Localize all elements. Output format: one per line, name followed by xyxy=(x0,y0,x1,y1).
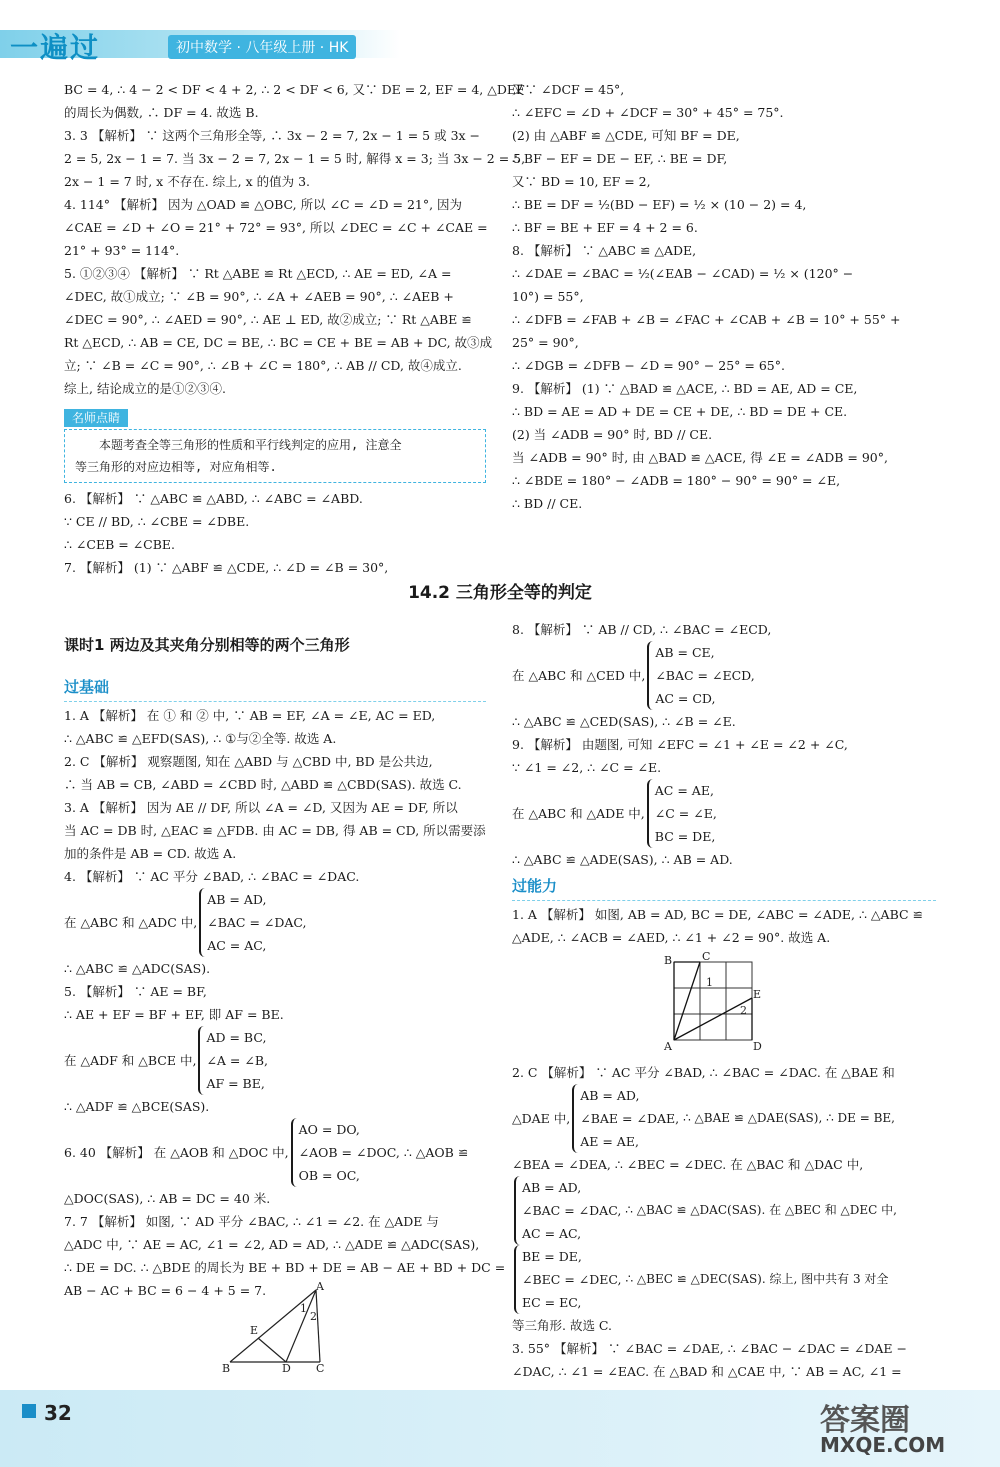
text-line: 5. ①②③④ 【解析】 ∵ Rt △ABE ≌ Rt △ECD, ∴ AE = ED, ∠A = xyxy=(64,266,452,281)
text-line: ∴ BE = DF = ½(BD − EF) = ½ × (10 − 2) = 4, xyxy=(512,197,807,212)
text-line: ∴ △ABC ≌ △CED(SAS), ∴ ∠B = ∠E. xyxy=(512,714,736,729)
brace-system xyxy=(512,641,936,710)
brace-suffix: ∴ △BEC ≌ △DEC(SAS). 综上, 图中共有 3 对全 xyxy=(625,1272,889,1286)
text-line: 的周长为偶数, ∴ DF = 4. 故选 B. xyxy=(64,105,259,120)
label-d: D xyxy=(282,1362,291,1375)
text-line: ∴ 当 AB = CB, ∠ABD = ∠CBD 时, △ABD ≌ △CBD(SAS). 故选 C. xyxy=(64,777,462,792)
text-line: ∴ DE = DC. ∴ △BDE 的周长为 BE + BD + DE = AB − AE + BD + DC = xyxy=(64,1260,506,1275)
text-line: ∠DEC, 故①成立; ∵ ∠B = 90°, ∴ ∠A + ∠AEB = 90°, ∴ ∠AEB + xyxy=(64,289,454,304)
text-line: 综上, 结论成立的是①②③④. xyxy=(64,381,226,396)
teacher-note-title: 名师点睛 xyxy=(64,409,128,427)
text-line: AB = AD, xyxy=(522,1180,582,1195)
grid-figure-q1 xyxy=(660,952,760,1052)
watermark-site: MXQE.COM xyxy=(820,1433,946,1457)
brace-lines xyxy=(514,1176,621,1245)
right-top-column xyxy=(512,78,936,515)
text-line: ∠A = ∠B, xyxy=(206,1053,268,1068)
text-line: ∴ ∠DAE = ∠BAC = ½(∠EAB − ∠CAD) = ½ × (120° − xyxy=(512,266,854,281)
text-line: AB = AD, xyxy=(580,1088,640,1103)
label-e: E xyxy=(250,1324,259,1337)
angle-1: 1 xyxy=(300,1302,307,1315)
brace-prefix: 在 △ABC 和 △CED 中, xyxy=(512,668,646,683)
text-line: ∴ ∠DGB = ∠DFB − ∠D = 90° − 25° = 65°. xyxy=(512,358,785,373)
text-line: ∠BAE = ∠DAE, xyxy=(580,1111,680,1126)
text-line: ∠BAC = ∠DAC, xyxy=(207,915,307,930)
label-a: A xyxy=(664,1040,672,1053)
text-line: 8. 【解析】 ∵ AB // CD, ∴ ∠BAC = ∠ECD, xyxy=(512,622,772,637)
text-line: 本题考查全等三角形的性质和平行线判定的应用, 注意全 xyxy=(99,438,402,452)
text-line: ∴ ∠CEB = ∠CBE. xyxy=(64,537,176,552)
text-line: ∠BEA = ∠DEA, ∴ ∠BEC = ∠DEC. 在 △BAC 和 △DAC 中, xyxy=(512,1157,864,1172)
subsection-basic: 过基础 xyxy=(64,676,486,702)
label-a: A xyxy=(316,1280,324,1293)
brand-logo: 一遍过 xyxy=(10,31,101,64)
angle-2: 2 xyxy=(740,1004,747,1017)
text-line: ∴ BD // CE. xyxy=(512,496,583,511)
label-d: D xyxy=(753,1040,762,1053)
text-line: 2. C 【解析】 ∵ AC 平分 ∠BAD, ∴ ∠BAC = ∠DAC. 在 △BAE 和 xyxy=(512,1065,895,1080)
text-line: 等三角形. 故选 C. xyxy=(512,1318,613,1333)
text-line: BC = 4, ∴ 4 − 2 < DF < 4 + 2, ∴ 2 < DF < 6, 又∵ DE = 2, EF = 4, △DEF xyxy=(64,82,525,97)
text-line: 1. A 【解析】 如图, AB = AD, BC = DE, ∠ABC = ∠ADE, ∴ △ABC ≌ xyxy=(512,907,923,922)
text-line: 又∵ ∠DCF = 45°, xyxy=(512,82,625,97)
text-line: ∠CAE = ∠D + ∠O = 21° + 72° = 93°, 所以 ∠DEC = ∠C + ∠CAE = xyxy=(64,220,488,235)
text-line: AC = AE, xyxy=(654,783,714,798)
text-line: 7. 7 【解析】 如图, ∵ AD 平分 ∠BAC, ∴ ∠1 = ∠2. 在 △ADE 与 xyxy=(64,1214,439,1229)
brace-lines xyxy=(198,1026,268,1095)
brace-lines xyxy=(647,779,717,848)
text-line: ∠BAC = ∠DAC, xyxy=(522,1203,622,1218)
brace-system xyxy=(64,888,486,957)
brace-lines xyxy=(199,888,306,957)
label-c: C xyxy=(702,950,711,963)
text-line: 当 AC = DB 时, △EAC ≌ △FDB. 由 AC = DB, 得 AB = CD, 所以需要添 xyxy=(64,823,486,838)
brace-suffix: ∴ △AOB ≌ xyxy=(403,1145,469,1160)
text-line: 25° = 90°, xyxy=(512,335,579,350)
text-line: ∴ △ABC ≌ △EFD(SAS), ∴ ①与②全等. 故选 A. xyxy=(64,731,337,746)
text-line: ∠C = ∠E, xyxy=(654,806,717,821)
text-line: 8. 【解析】 ∵ △ABC ≌ △ADE, xyxy=(512,243,697,258)
brace-prefix: 在 △ABC 和 △ADC 中, xyxy=(64,915,198,930)
text-line: ∠DEC = 90°, ∴ ∠AED = 90°, ∴ AE ⊥ ED, 故②成立; ∵ Rt △ABE ≌ xyxy=(64,312,472,327)
text-line: ∵ ∠1 = ∠2, ∴ ∠C = ∠E. xyxy=(512,760,662,775)
text-line: 10°) = 55°, xyxy=(512,289,584,304)
brace-system xyxy=(512,1245,936,1314)
brace-lines xyxy=(291,1118,400,1187)
section-title: 14.2 三角形全等的判定 xyxy=(408,583,592,603)
brace-system xyxy=(512,1084,936,1153)
page-number: 32 xyxy=(44,1401,72,1425)
label-b: B xyxy=(664,954,673,967)
text-line: ∴ BD = AE = AD + DE = CE + DE, ∴ BD = DE + CE. xyxy=(512,404,848,419)
left-bottom-column xyxy=(64,672,506,1302)
text-line: AC = AC, xyxy=(207,938,267,953)
brace-system xyxy=(64,1118,486,1187)
breadcrumb: 初中数学 · 八年级上册 · HK xyxy=(168,35,356,59)
brace-prefix: 6. 40 【解析】 在 △AOB 和 △DOC 中, xyxy=(64,1145,289,1160)
text-line: AC = AC, xyxy=(522,1226,582,1241)
brace-prefix: 在 △ABC 和 △ADE 中, xyxy=(512,806,645,821)
text-line: AE = AE, xyxy=(580,1134,639,1149)
text-line: ∴ △ABC ≌ △ADC(SAS). xyxy=(64,961,211,976)
text-line: BC = DE, xyxy=(654,829,716,844)
text-line: △DOC(SAS), ∴ AB = DC = 40 米. xyxy=(64,1191,271,1206)
brace-lines xyxy=(647,641,754,710)
text-line: ∠DAC, ∴ ∠1 = ∠EAC. 在 △BAD 和 △CAE 中, ∵ AB = AC, ∠1 = xyxy=(512,1364,902,1379)
text-line: AO = DO, xyxy=(298,1122,360,1137)
label-b: B xyxy=(222,1362,231,1375)
text-line: EC = EC, xyxy=(522,1295,582,1310)
teacher-note-box xyxy=(64,429,486,483)
text-line: △ADC 中, ∵ AE = AC, ∠1 = ∠2, AD = AD, ∴ △ADE ≌ △ADC(SAS), xyxy=(64,1237,480,1252)
text-line: ∴ △ABC ≌ △ADE(SAS), ∴ AB = AD. xyxy=(512,852,733,867)
text-line: 9. 【解析】 由题图, 可知 ∠EFC = ∠1 + ∠E = ∠2 + ∠C, xyxy=(512,737,848,752)
text-line: ∠AOB = ∠DOC, xyxy=(298,1145,400,1160)
subsection-ability: 过能力 xyxy=(512,875,936,901)
brace-lines xyxy=(514,1245,621,1314)
text-line: Rt △ECD, ∴ AB = CE, DC = BE, ∴ BC = CE + BE = AB + DC, 故③成 xyxy=(64,335,493,350)
text-line: △ADE, ∴ ∠ACB = ∠AED, ∴ ∠1 + ∠2 = 90°. 故选 A. xyxy=(512,930,831,945)
text-line: ∠BEC = ∠DEC, xyxy=(522,1272,622,1287)
text-line: 4. 114° 【解析】 因为 △OAD ≌ △OBC, 所以 ∠C = ∠D = 21°, 因为 xyxy=(64,197,463,212)
text-line: (2) 由 △ABF ≌ △CDE, 可知 BF = DE, xyxy=(512,128,740,143)
text-line: AB = CE, xyxy=(655,645,715,660)
brace-system xyxy=(64,1026,486,1095)
text-line: 9. 【解析】 (1) ∵ △BAD ≌ △ACE, ∴ BD = AE, AD = CE, xyxy=(512,381,858,396)
text-line: 当 ∠ADB = 90° 时, 由 △BAD ≌ △ACE, 得 ∠E = ∠ADB = 90°, xyxy=(512,450,888,465)
brace-prefix: 在 △ADF 和 △BCE 中, xyxy=(64,1053,197,1068)
triangle-figure-q7 xyxy=(220,1282,340,1374)
teacher-note xyxy=(64,406,486,483)
watermark-stamp: 答案圈 xyxy=(820,1403,910,1438)
text-line: 1. A 【解析】 在 ① 和 ② 中, ∵ AB = EF, ∠A = ∠E, AC = ED, xyxy=(64,708,436,723)
text-line: ∴ ∠BDE = 180° − ∠ADB = 180° − 90° = 90° = ∠E, xyxy=(512,473,841,488)
text-line: 等三角形的对应边相等, 对应角相等. xyxy=(75,460,277,474)
text-line: AB = AD, xyxy=(207,892,267,907)
page-marker xyxy=(22,1404,36,1418)
text-line: 又∵ BD = 10, EF = 2, xyxy=(512,174,651,189)
text-line: ∵ CE // BD, ∴ ∠CBE = ∠DBE. xyxy=(64,514,250,529)
text-line: 2x − 1 = 7 时, x 不存在. 综上, x 的值为 3. xyxy=(64,174,311,189)
brace-lines xyxy=(572,1084,679,1153)
text-line: AF = BE, xyxy=(206,1076,265,1091)
text-line: OB = OC, xyxy=(298,1168,360,1183)
text-line: ∴ ∠DFB = ∠FAB + ∠B = ∠FAC + ∠CAB + ∠B = 10° + 55° + xyxy=(512,312,901,327)
text-line: 7. 【解析】 (1) ∵ △ABF ≌ △CDE, ∴ ∠D = ∠B = 30°, xyxy=(64,560,389,575)
angle-2: 2 xyxy=(310,1310,317,1323)
text-line: 3. A 【解析】 因为 AE // DF, 所以 ∠A = ∠D, 又因为 AE = DF, 所以 xyxy=(64,800,458,815)
label-e: E xyxy=(753,988,762,1001)
text-line: 3. 55° 【解析】 ∵ ∠BAC = ∠DAE, ∴ ∠BAC − ∠DAC = ∠DAE − xyxy=(512,1341,907,1356)
text-line: ∴ ∠EFC = ∠D + ∠DCF = 30° + 45° = 75°. xyxy=(512,105,784,120)
text-line: ∴ BF − EF = DE − EF, ∴ BE = DF, xyxy=(512,151,728,166)
angle-1: 1 xyxy=(706,976,713,989)
text-line: ∴ △ADF ≌ △BCE(SAS). xyxy=(64,1099,210,1114)
text-line: 4. 【解析】 ∵ AC 平分 ∠BAD, ∴ ∠BAC = ∠DAC. xyxy=(64,869,360,884)
text-line: 加的条件是 AB = CD. 故选 A. xyxy=(64,846,237,861)
text-line: 21° + 93° = 114°. xyxy=(64,243,180,258)
text-line: (2) 当 ∠ADB = 90° 时, BD // CE. xyxy=(512,427,713,442)
brace-prefix: △DAE 中, xyxy=(512,1111,571,1126)
left-top-column xyxy=(64,78,526,579)
text-line: AB − AC + BC = 6 − 4 + 5 = 7. xyxy=(64,1283,267,1298)
brace-suffix: ∴ △BAC ≌ △DAC(SAS). 在 △BEC 和 △DEC 中, xyxy=(625,1203,897,1217)
text-line: ∴ BF = BE + EF = 4 + 2 = 6. xyxy=(512,220,698,235)
text-line: 3. 3 【解析】 ∵ 这两个三角形全等, ∴ 3x − 2 = 7, 2x − 1 = 5 或 3x − xyxy=(64,128,481,143)
lesson-title: 课时1 两边及其夹角分别相等的两个三角形 xyxy=(64,636,350,654)
text-line: AC = CD, xyxy=(655,691,716,706)
brace-suffix: ∴ △BAE ≌ △DAE(SAS), ∴ DE = BE, xyxy=(683,1111,895,1125)
text-line: 6. 【解析】 ∵ △ABC ≌ △ABD, ∴ ∠ABC = ∠ABD. xyxy=(64,491,363,506)
text-line: AD = BC, xyxy=(206,1030,267,1045)
brace-system xyxy=(512,1176,936,1245)
text-line: 立; ∵ ∠B = ∠C = 90°, ∴ ∠B + ∠C = 180°, ∴ AB // CD, 故④成立. xyxy=(64,358,462,373)
text-line: 5. 【解析】 ∵ AE = BF, xyxy=(64,984,207,999)
text-line: ∴ AE + EF = BF + EF, 即 AF = BE. xyxy=(64,1007,284,1022)
text-line: 2 = 5, 2x − 1 = 7. 当 3x − 2 = 7, 2x − 1 = 5 时, 解得 x = 3; 当 3x − 2 = 5, xyxy=(64,151,526,166)
page-header xyxy=(0,0,1000,70)
label-c: C xyxy=(316,1362,325,1375)
text-line: ∠BAC = ∠ECD, xyxy=(655,668,755,683)
text-line: BE = DE, xyxy=(522,1249,582,1264)
text-line: 2. C 【解析】 观察题图, 知在 △ABD 与 △CBD 中, BD 是公共边, xyxy=(64,754,433,769)
brace-system xyxy=(512,779,936,848)
